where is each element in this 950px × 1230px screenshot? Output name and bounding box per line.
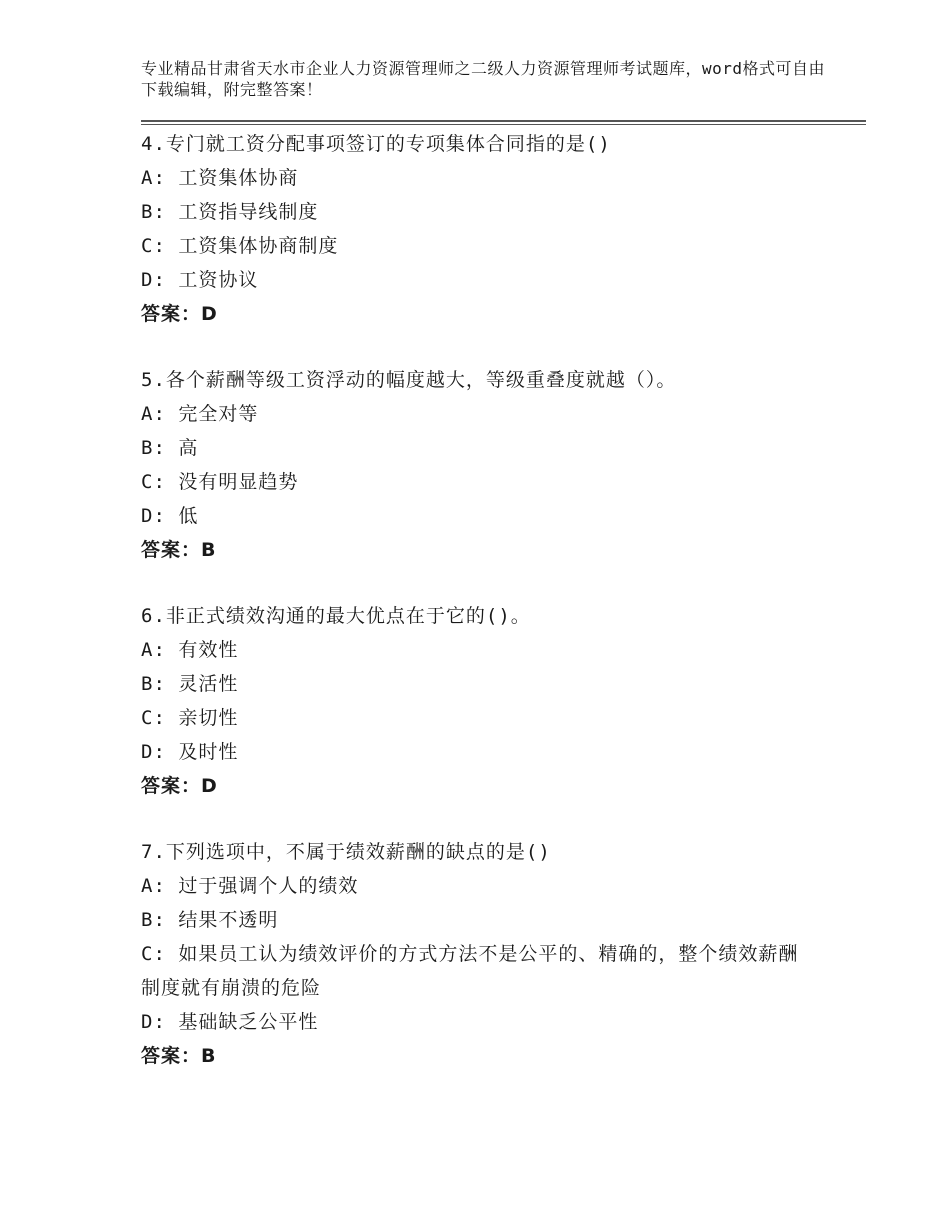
header-divider xyxy=(141,120,866,122)
option-b: B: 工资指导线制度 xyxy=(141,201,319,223)
option-a: A: 工资集体协商 xyxy=(141,167,299,189)
option-c: C: 如果员工认为绩效评价的方式方法不是公平的、精确的，整个绩效薪酬制度就有崩溃的危险 xyxy=(141,943,799,999)
question-list xyxy=(141,127,821,1105)
option-b: B: 高 xyxy=(141,437,199,459)
option-a: A: 过于强调个人的绩效 xyxy=(141,875,359,897)
option-b: B: 结果不透明 xyxy=(141,909,279,931)
question-stem: 4.专门就工资分配事项签订的专项集体合同指的是() xyxy=(141,133,611,155)
option-d: D: 基础缺乏公平性 xyxy=(141,1011,319,1033)
question-stem: 5.各个薪酬等级工资浮动的幅度越大，等级重叠度就越（）。 xyxy=(141,369,677,391)
header-divider-thin xyxy=(141,124,866,125)
question-5 xyxy=(141,363,821,567)
question-6 xyxy=(141,599,821,803)
option-d: D: 工资协议 xyxy=(141,269,259,291)
answer-label: 答案：D xyxy=(141,775,218,797)
option-a: A: 完全对等 xyxy=(141,403,259,425)
document-header: 专业精品甘肃省天水市企业人力资源管理师之二级人力资源管理师考试题库，word格式可自由下载编辑，附完整答案！ xyxy=(141,59,826,99)
question-stem: 6.非正式绩效沟通的最大优点在于它的()。 xyxy=(141,605,531,627)
answer-label: 答案：B xyxy=(141,1045,217,1067)
answer-label: 答案：D xyxy=(141,303,218,325)
option-b: B: 灵活性 xyxy=(141,673,239,695)
question-7 xyxy=(141,835,821,1073)
option-c: C: 亲切性 xyxy=(141,707,239,729)
option-a: A: 有效性 xyxy=(141,639,239,661)
option-c: C: 没有明显趋势 xyxy=(141,471,299,493)
question-stem: 7.下列选项中，不属于绩效薪酬的缺点的是() xyxy=(141,841,551,863)
option-d: D: 及时性 xyxy=(141,741,239,763)
option-c: C: 工资集体协商制度 xyxy=(141,235,339,257)
question-4 xyxy=(141,127,821,331)
option-d: D: 低 xyxy=(141,505,199,527)
answer-label: 答案：B xyxy=(141,539,217,561)
